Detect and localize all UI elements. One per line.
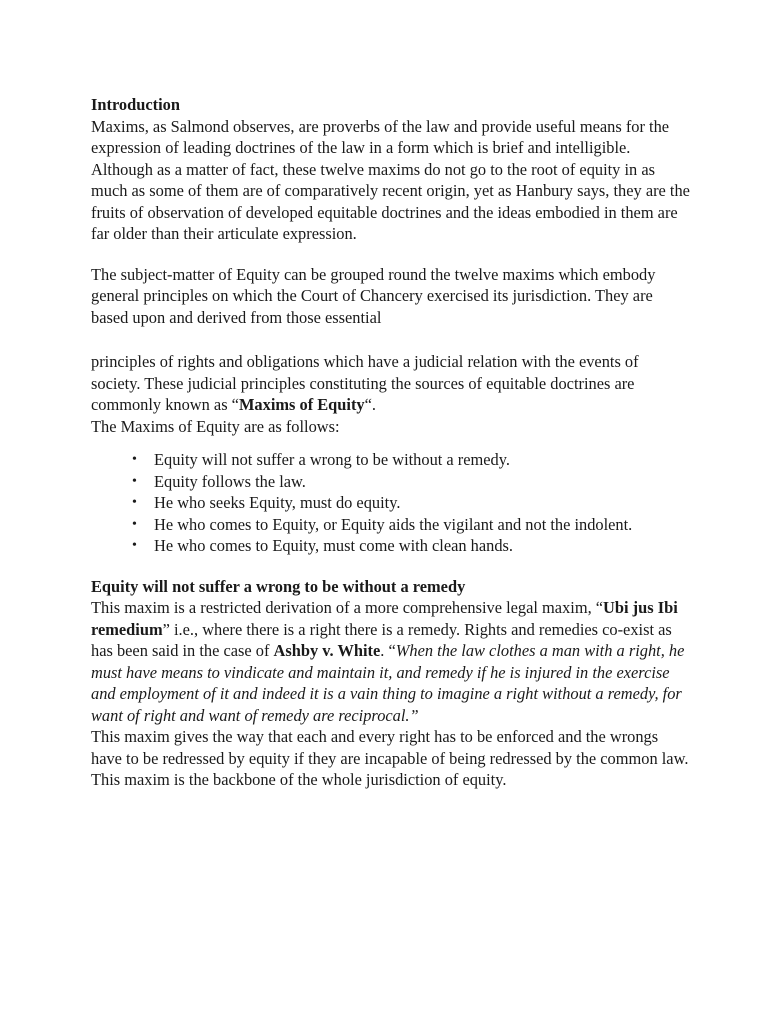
maxims-of-equity-term: Maxims of Equity (238, 395, 365, 414)
section-paragraph-1 (91, 597, 691, 726)
document-page (91, 94, 691, 791)
section-paragraph-1-text-a: This maxim is a restricted derivation of a more comprehensive legal maxim, “ (91, 598, 604, 617)
list-item: • He who comes to Equity, or Equity aids the vigilant and not the indolent. (154, 514, 691, 536)
list-item: • He who seeks Equity, must do equity. (154, 492, 691, 514)
list-item: • Equity follows the law. (154, 471, 691, 493)
case-quotation: When the law clothes a man with a right, he must have means to vindicate and maintain it, and remedy if he is injured in the exercise and employment of it and indeed it is a vain thing to imagine a right without a remedy, for want of right and want of remedy are reciprocal.” (91, 641, 685, 725)
section-paragraph-1-text-b: ” i.e., where there is a right there is a remedy. Rights and remedies co-exist as has been said in the case of (91, 619, 672, 660)
list-item: • Equity will not suffer a wrong to be without a remedy. (154, 449, 691, 471)
section-heading: Equity will not suffer a wrong to be without a remedy (91, 576, 466, 596)
list-item: • He who comes to Equity, must come with clean hands. (154, 535, 691, 557)
intro-paragraph-3 (91, 351, 691, 416)
intro-paragraph-2: The subject-matter of Equity can be grouped round the twelve maxims which embody general principles on which the Court of Chancery exercised its jurisdiction. They are based upon and derived from those essential (91, 264, 656, 327)
intro-paragraph-1: Maxims, as Salmond observes, are proverbs of the law and provide useful means for the expression of leading doctrines of the law in a form which is brief and intelligible. Although as a matter of fact, these twelve maxims do not go to the root of equity in as much as some of them are of comparatively recent origin, yet as Hanbury says, they are the fruits of observation of developed equitable doctrines and the ideas embodied in them are far older than their articulate expression. (91, 116, 690, 243)
maxims-list (91, 449, 691, 557)
section-paragraph-1-text-c: . “ (380, 641, 396, 660)
maxim-latin-term: Ubi jus Ibi remedium (91, 598, 678, 639)
case-name: Ashby v. White (273, 641, 381, 660)
section-paragraph-2: This maxim gives the way that each and every right has to be enforced and the wrongs have to be redressed by equity if they are incapable of being redressed by the common law. This maxim is the backbone of the whole jurisdiction of equity. (91, 727, 689, 789)
intro-paragraph-3-text: principles of rights and obligations which have a judicial relation with the events of society. These judicial principles constituting the sources of equitable doctrines are commonly known as “ (91, 352, 639, 414)
maxims-list-intro: The Maxims of Equity are as follows: (91, 416, 340, 436)
intro-paragraph-3-end: “. (364, 395, 376, 414)
introduction-heading: Introduction (91, 95, 180, 114)
